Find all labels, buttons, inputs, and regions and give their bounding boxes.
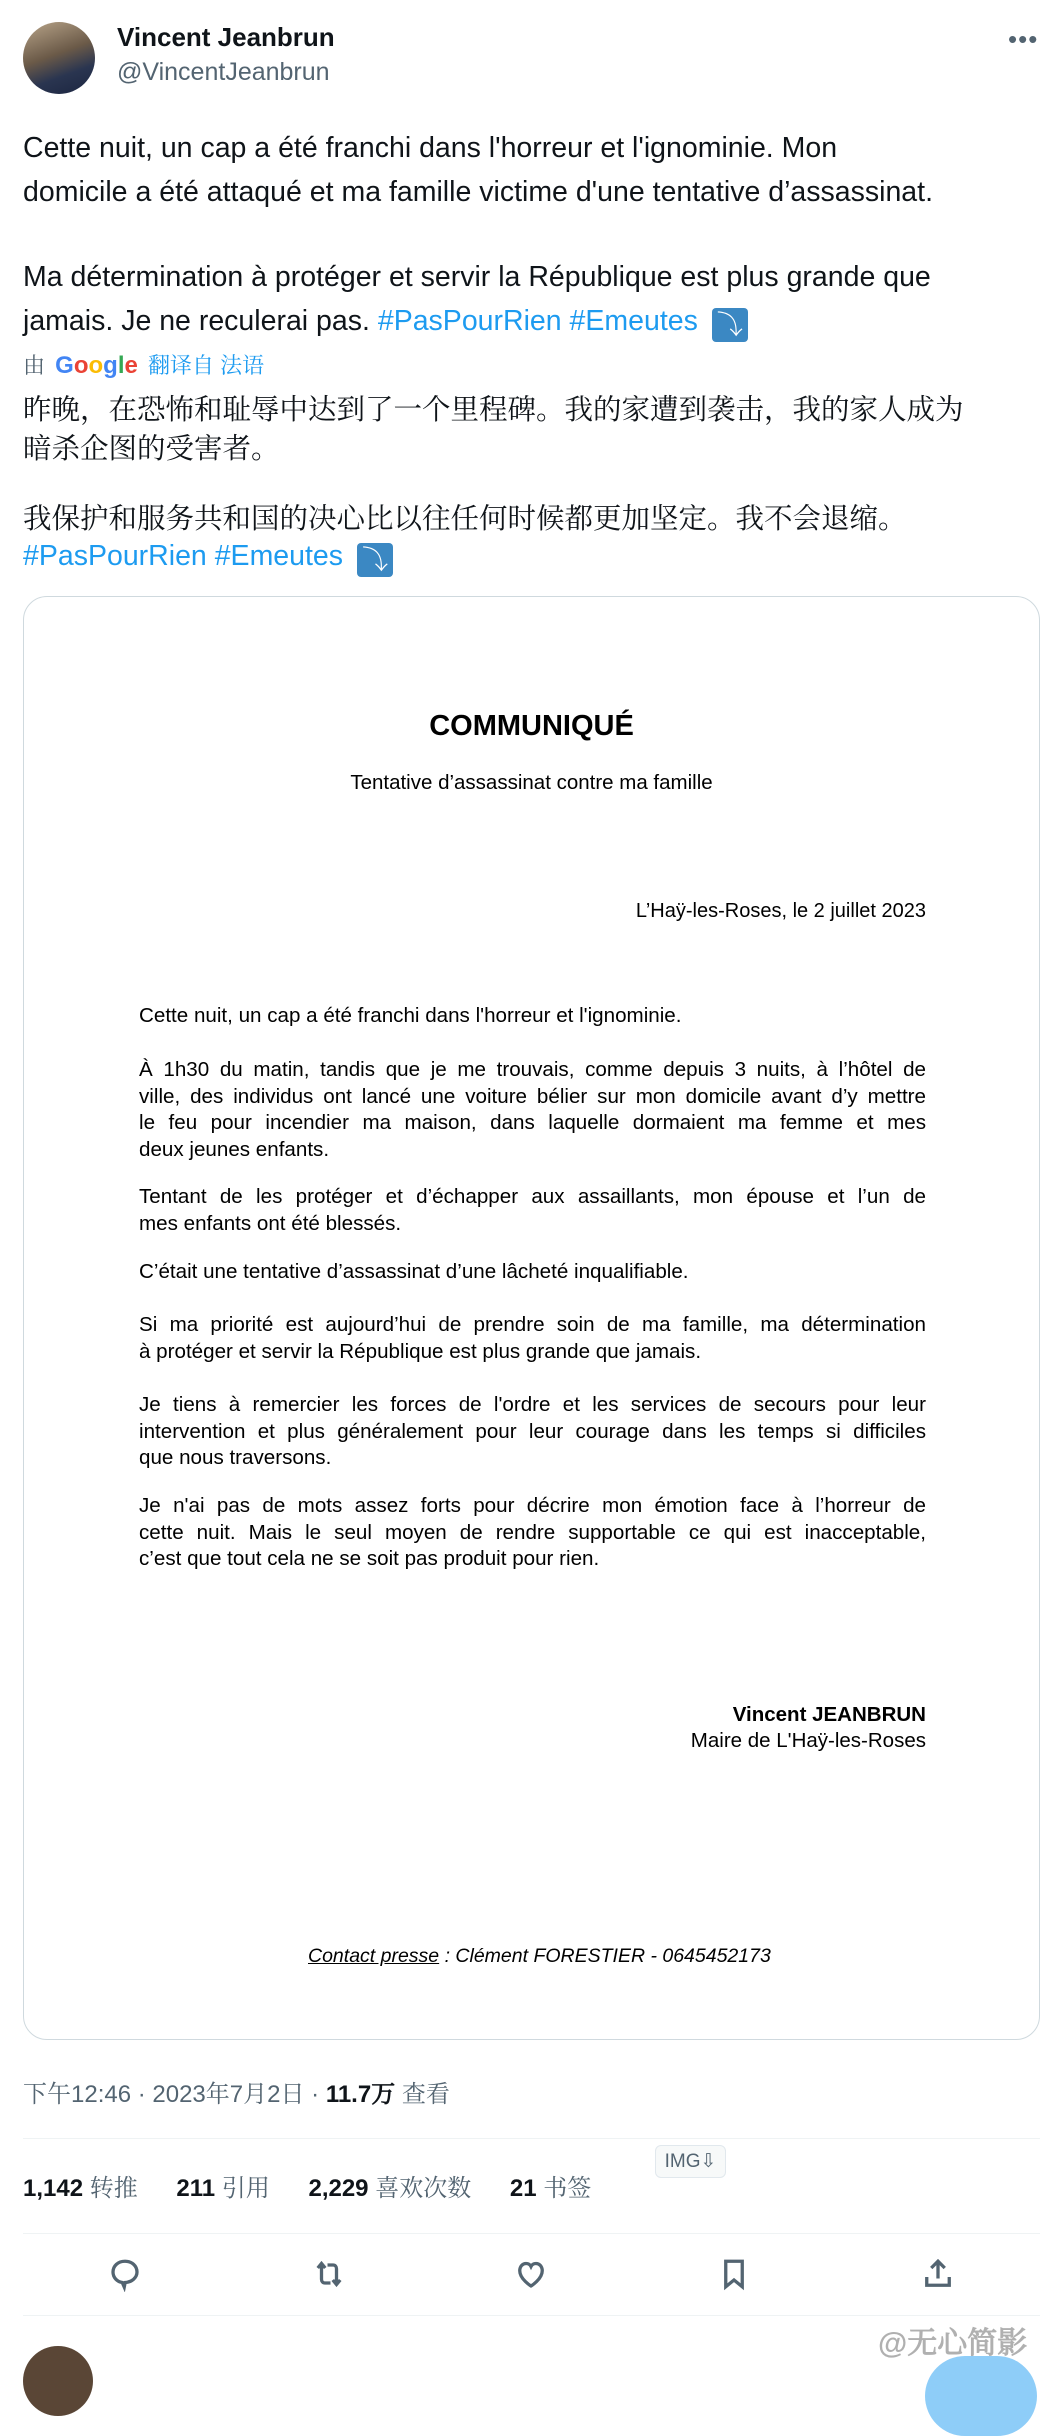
- document-line: deux jeunes enfants.: [139, 1137, 330, 1161]
- document-paragraph: [139, 1493, 926, 1573]
- document-line: Cette nuit, un cap a été franchi dans l'horreur et l'ignominie.: [139, 1004, 682, 1027]
- tweet-text-line: Cette nuit, un cap a été franchi dans l'horreur et l'ignominie. Mon: [23, 132, 838, 164]
- document-paragraph: [139, 1003, 926, 1030]
- divider: [23, 2233, 1040, 2234]
- document-paragraph: [139, 1392, 926, 1472]
- document-date: L’Haÿ-les-Roses, le 2 juillet 2023: [635, 900, 926, 922]
- divider: [23, 2315, 1040, 2316]
- translated-text-line: 我保护和服务共和国的决心比以往任何时候都更加坚定。我不会退缩。: [23, 503, 907, 535]
- tweet-date[interactable]: 2023年7月2日: [152, 2081, 305, 2108]
- document-line: À 1h30 du matin, tandis que je me trouvais, comme depuis 3 nuits, à l’hôtel de: [139, 1058, 926, 1081]
- translated-hashtags: [23, 538, 393, 577]
- document-line: à protéger et servir la République est plus grande que jamais.: [139, 1339, 702, 1363]
- more-icon[interactable]: •••: [1008, 24, 1039, 54]
- author-avatar[interactable]: [23, 22, 95, 94]
- watermark: @无心简影: [878, 2327, 1028, 2360]
- author-handle[interactable]: @VincentJeanbrun: [117, 58, 330, 86]
- document-paragraph: [139, 1312, 926, 1365]
- stat-quotes[interactable]: 211 引用: [176, 2175, 270, 2202]
- engagement-stats: [23, 2168, 623, 2203]
- tweet-text-line: [23, 303, 748, 342]
- document-paragraph: [139, 1057, 926, 1163]
- author-name[interactable]: Vincent Jeanbrun: [117, 22, 335, 52]
- reply-avatar[interactable]: [23, 2346, 93, 2416]
- google-logo: Google: [55, 352, 138, 379]
- img-download-button[interactable]: IMG⇩: [655, 2145, 726, 2178]
- document-line: mes enfants ont été blessés.: [139, 1211, 402, 1235]
- tweet-text: jamais. Je ne reculerai pas.: [23, 305, 370, 337]
- document-line: Si ma priorité est aujourd’hui de prendre soin de ma famille, ma détermination: [139, 1313, 926, 1336]
- translation-prefix: 由: [23, 353, 46, 378]
- separator: ·: [131, 2081, 153, 2108]
- separator: ·: [304, 2081, 326, 2108]
- like-icon[interactable]: [513, 2256, 553, 2296]
- arrow-down-emoji-icon: ⤵: [357, 543, 393, 577]
- contact-details: : Clément FORESTIER - 0645452173: [439, 1945, 771, 1967]
- views-label: 查看: [395, 2081, 450, 2108]
- tweet-text-line: domicile a été attaqué et ma famille victime d'une tentative d’assassinat.: [23, 176, 933, 208]
- hashtag-link[interactable]: #PasPourRien: [377, 305, 562, 337]
- press-contact: [308, 1945, 771, 1968]
- tweet-time[interactable]: 下午12:46: [23, 2081, 132, 2108]
- hashtag-link[interactable]: #PasPourRien: [23, 540, 207, 572]
- document-paragraph: [139, 1259, 926, 1286]
- document-line: cette nuit. Mais le seul moyen de rendre supportable ce qui est inacceptable,: [139, 1520, 926, 1544]
- retweet-icon[interactable]: [311, 2256, 351, 2296]
- view-count: 11.7万: [325, 2081, 396, 2108]
- document-subtitle: Tentative d’assassinat contre ma famille: [350, 771, 713, 794]
- translated-text-line: 昨晚，在恐怖和耻辱中达到了一个里程碑。我的家遭到袭击，我的家人成为: [23, 394, 964, 426]
- translation-attribution: [23, 349, 264, 380]
- document-title: COMMUNIQUÉ: [429, 710, 634, 742]
- document-line: C’était une tentative d’assassinat d’une lâcheté inqualifiable.: [139, 1260, 689, 1283]
- hashtag-link[interactable]: #Emeutes: [569, 305, 698, 337]
- reply-icon[interactable]: [107, 2256, 147, 2296]
- arrow-down-emoji-icon: ⤵: [712, 308, 748, 342]
- document-line: ville, des individus ont lancé une voiture bélier sur mon domicile avant d’y mettre: [139, 1084, 926, 1108]
- divider: [23, 2138, 1040, 2139]
- hashtag-link[interactable]: #Emeutes: [214, 540, 344, 572]
- translated-text-line: 暗杀企图的受害者。: [23, 433, 280, 465]
- document-line: Tentant de les protéger et d’échapper aux assaillants, mon épouse et l’un de: [139, 1185, 926, 1208]
- translated-from-link[interactable]: 翻译自 法语: [147, 353, 265, 378]
- stat-retweets[interactable]: 1,142 转推: [23, 2175, 138, 2202]
- document-line: c’est que tout cela ne se soit pas produit pour rien.: [139, 1547, 600, 1570]
- document-line: Je n'ai pas de mots assez forts pour décrire mon émotion face à l’horreur de: [139, 1494, 926, 1517]
- contact-label: Contact presse: [308, 1945, 440, 1967]
- document-line: Je tiens à remercier les forces de l'ordre et les services de secours pour leur: [139, 1393, 926, 1416]
- share-icon[interactable]: [920, 2256, 960, 2296]
- signature-title: Maire de L'Haÿ-les-Roses: [690, 1729, 926, 1752]
- tweet-text-line: Ma détermination à protéger et servir la République est plus grande que: [23, 261, 931, 293]
- document-line: que nous traversons.: [139, 1446, 332, 1469]
- document-line: le feu pour incendier ma maison, dans laquelle dormaient ma femme et mes: [139, 1111, 926, 1134]
- stat-bookmarks[interactable]: 21 书签: [509, 2175, 592, 2202]
- bookmark-icon[interactable]: [716, 2256, 756, 2296]
- tweet-meta: [23, 2074, 450, 2109]
- document-paragraph: [139, 1184, 926, 1237]
- stat-likes[interactable]: 2,229 喜欢次数: [308, 2175, 472, 2202]
- compose-button[interactable]: [925, 2356, 1037, 2436]
- document-line: intervention et plus généralement pour leur courage dans les temps si difficiles: [139, 1419, 926, 1443]
- signature-name: Vincent JEANBRUN: [732, 1703, 926, 1726]
